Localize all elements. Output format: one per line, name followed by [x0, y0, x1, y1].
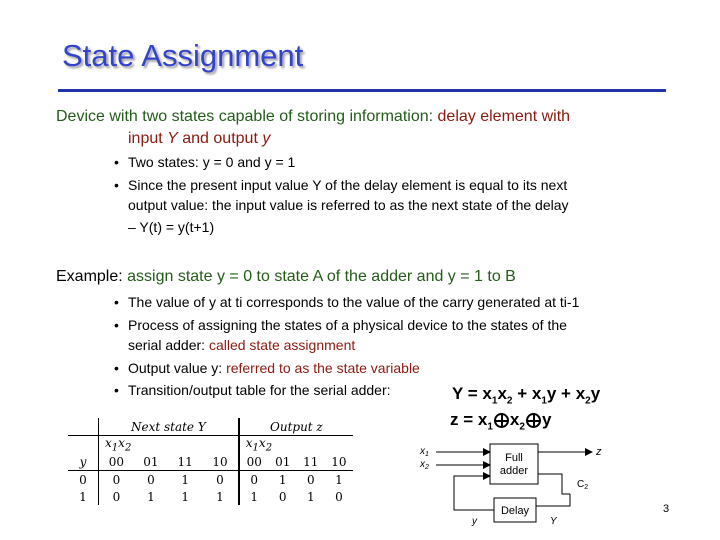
equation-Y: $Y = x_1x_2 + x_1y + x_2y$: [452, 384, 601, 407]
y-feedback-wire: [454, 476, 494, 510]
next-cell: 0: [112, 472, 121, 487]
output-value-text: Output value y:: [128, 360, 227, 376]
state-cell: 1: [68, 488, 99, 505]
input-label-output: $x_1x_2$: [245, 436, 273, 454]
next-cell: 1: [202, 488, 239, 505]
input-x1-label: $x_1$: [420, 446, 429, 458]
serial-adder-diagram: [410, 436, 630, 536]
bullet-two-states: • Two states: y = 0 and y = 1: [128, 154, 295, 170]
bullet-carry: • The value of y at ti corresponds to the value of the carry generated at ti-1: [128, 294, 579, 310]
delay-output-y-label: y: [472, 516, 477, 527]
output-cell: 1: [278, 472, 287, 487]
intro-line-2-a: input: [128, 130, 168, 147]
next-cell: 1: [181, 489, 189, 504]
bullet-delay-input-cont: output value: the input value is referred to as the next state of the delay: [128, 197, 569, 213]
intro-line-2-b: and output: [177, 130, 263, 147]
page-number: 3: [663, 503, 670, 515]
bullet-process-cont: [128, 337, 355, 353]
output-cell: 0: [335, 489, 343, 504]
output-cell: 1: [250, 489, 259, 504]
column-header: 01: [275, 454, 291, 469]
xor-icon: [526, 413, 541, 428]
intro-var-y: y: [262, 130, 271, 147]
example-label: Example:: [56, 268, 128, 285]
bullet-delay-input: • Since the present input value Y of the delay element is equal to its next: [128, 177, 567, 193]
state-var-header: y: [68, 453, 99, 471]
output-header: Output z: [270, 419, 323, 434]
example-line: [56, 268, 516, 286]
intro-line-1: [56, 108, 570, 126]
delay-input-Y-label: Y: [550, 516, 557, 527]
next-cell: 0: [147, 472, 155, 487]
output-cell: 0: [278, 489, 287, 504]
column-header: 01: [143, 454, 159, 469]
output-cell: 1: [335, 472, 343, 487]
bullet-output-value: [128, 360, 420, 376]
carry-to-delay-wire: [532, 494, 570, 512]
column-header: 10: [331, 454, 347, 469]
process-text: serial adder:: [128, 337, 209, 353]
table-row: [68, 471, 353, 489]
intro-line-2: [128, 130, 270, 148]
intro-var-Y: Y: [167, 130, 178, 147]
output-z-label: z: [596, 446, 602, 458]
bullet-process: • Process of assigning the states of a physical device to the states of the: [128, 317, 567, 333]
next-cell: 0: [202, 471, 239, 489]
next-state-header: Next state Y: [99, 418, 239, 436]
column-header: 11: [177, 454, 193, 469]
column-header: 11: [303, 454, 319, 469]
example-text: assign state y = 0 to state A of the adder and y = 1 to B: [127, 268, 516, 285]
table-row: [68, 488, 353, 505]
full-adder-label-2: adder: [499, 465, 529, 477]
intro-text: Device with two states capable of storing information:: [56, 108, 438, 125]
output-cell: 0: [250, 472, 259, 487]
input-label-next: $x_1x_2$: [99, 436, 239, 454]
column-header: 00: [246, 454, 262, 469]
process-highlight: called state assignment: [208, 337, 356, 353]
sub-bullet-equation: – Y(t) = y(t+1): [128, 219, 215, 235]
bullet-transition-table: • Transition/output table for the serial adder:: [128, 382, 391, 398]
full-adder-label-1: Full: [505, 452, 523, 464]
next-cell: 0: [112, 489, 121, 504]
input-x2-label: $x_2$: [420, 459, 429, 471]
transition-output-table: [68, 418, 353, 505]
xor-icon: [494, 413, 509, 428]
carry-label: $C_2$: [577, 479, 589, 491]
slide-title: State Assignment: [62, 38, 304, 73]
column-header: 10: [202, 453, 239, 471]
full-adder-box: [490, 444, 538, 484]
intro-highlight: delay element with: [437, 108, 571, 125]
output-cell: 1: [306, 489, 315, 504]
output-cell: 0: [306, 472, 315, 487]
state-cell: 0: [68, 471, 99, 489]
equation-z: $z = x_1$ $x_2$ y: [450, 410, 552, 433]
column-header: 00: [108, 454, 125, 469]
delay-label: Delay: [500, 505, 530, 517]
output-value-highlight: referred to as the state variable: [226, 360, 420, 376]
title-underline: [58, 89, 666, 92]
carry-wire: [538, 474, 570, 494]
next-cell: 1: [147, 489, 155, 504]
next-cell: 1: [181, 472, 189, 487]
